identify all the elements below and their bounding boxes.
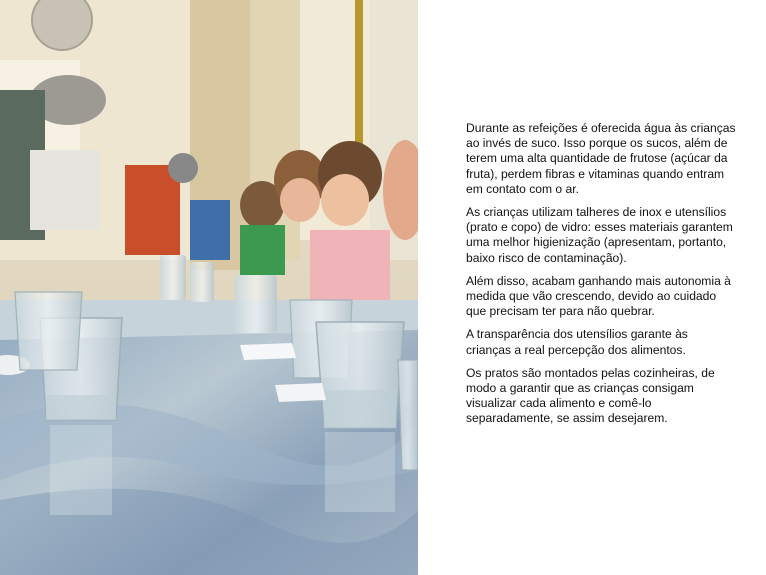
paragraph: As crianças utilizam talheres de inox e utensílios (prato e copo) de vidro: esses materiais garantem uma melhor higienização (apresentam, portanto, baixo risco de contaminação). bbox=[466, 205, 733, 265]
glass-cup bbox=[316, 322, 404, 428]
paragraph: Durante as refeições é oferecida água às crianças ao invés de suco. Isso porque os sucos, além de terem uma alta quantidade de frutose (açúcar da fruta), perdem fibras e vitaminas quando entram em contato com o ar. bbox=[466, 121, 736, 196]
glass-cup bbox=[398, 360, 418, 470]
paragraph: Os pratos são montados pelas cozinheiras, de modo a garantir que as crianças consigam visualizar cada alimento e comê-lo separadamente, se assim desejarem. bbox=[466, 365, 715, 426]
glass-cup bbox=[15, 292, 82, 370]
description-text bbox=[466, 121, 736, 435]
fan-icon bbox=[32, 0, 92, 50]
paragraph: A transparência dos utensílios garante às crianças a real percepção dos alimentos. bbox=[466, 327, 688, 357]
paragraph: Além disso, acabam ganhando mais autonomia à medida que vão crescendo, devido ao cuidado que precisam ter para não quebrar. bbox=[466, 273, 731, 319]
